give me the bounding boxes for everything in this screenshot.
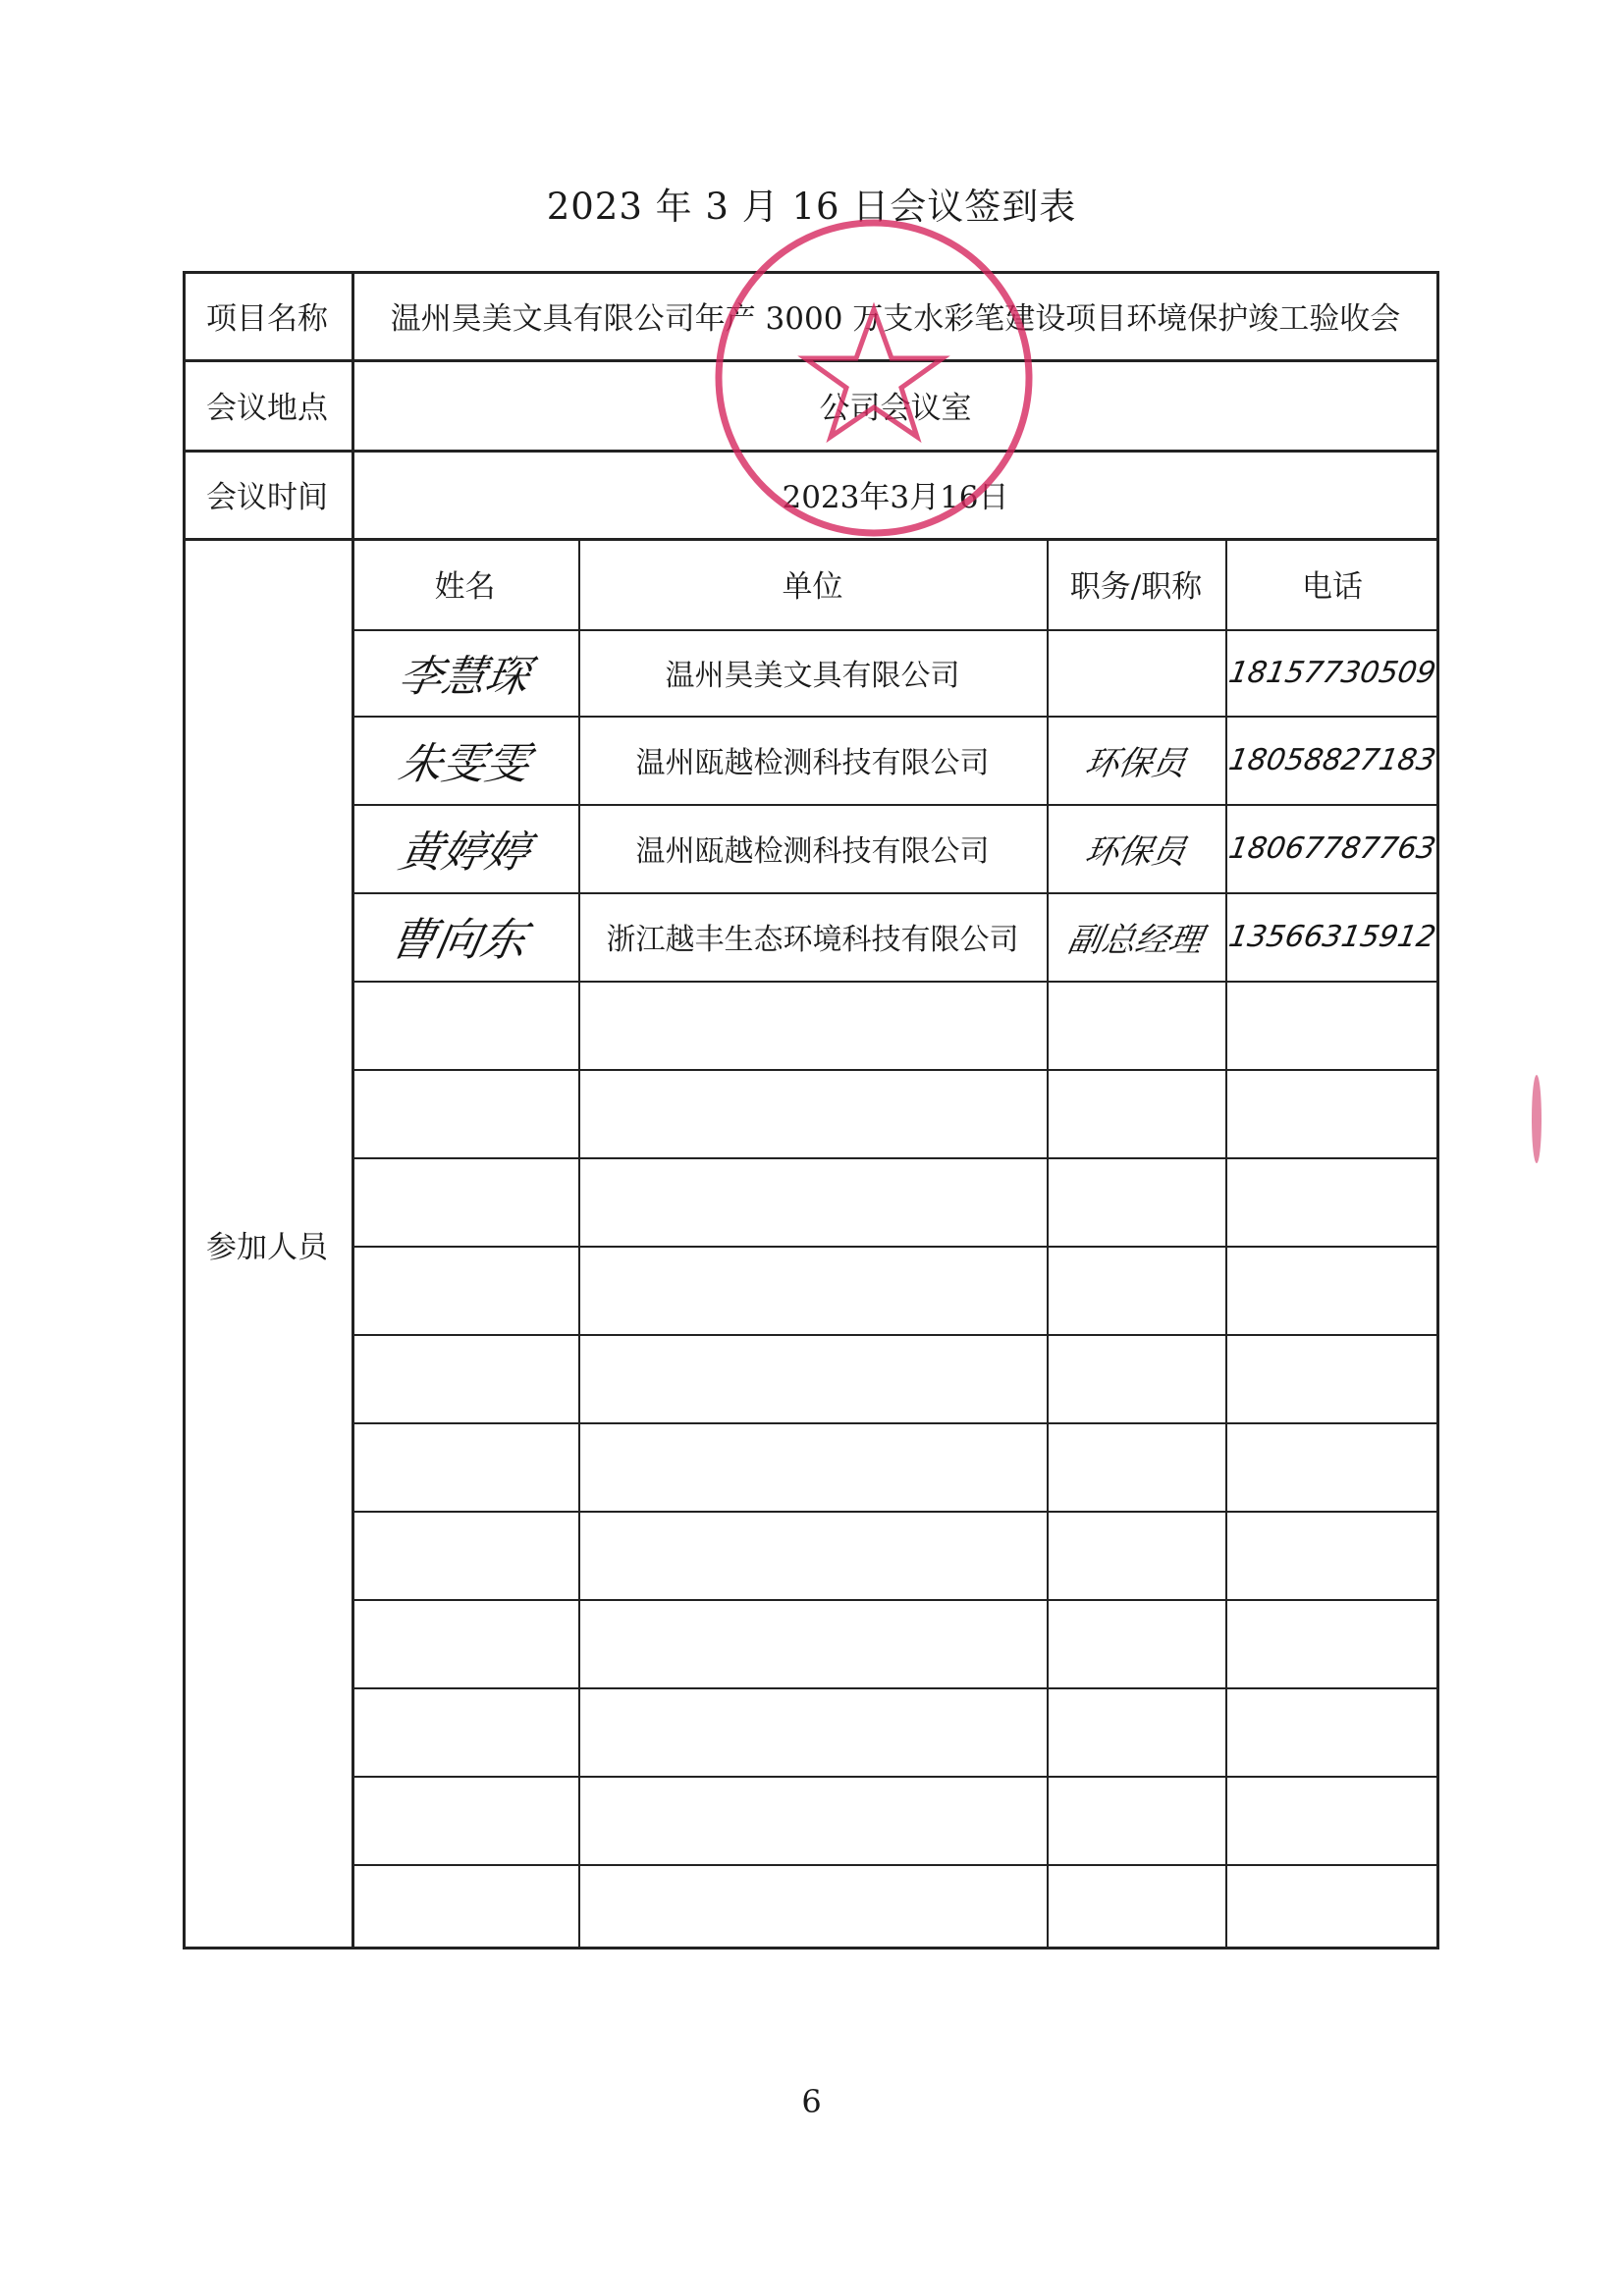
signature-phone: 13566315912 [1225,919,1439,954]
attendee-unit: 温州昊美文具有限公司 [665,659,960,693]
page-title: 2023 年 3 月 16 日会议签到表 [546,186,1077,228]
attendee-unit: 温州瓯越检测科技有限公司 [635,834,990,869]
project-name-label: 项目名称 [206,300,328,337]
signature-position: 环保员 [1081,743,1189,783]
attendee-unit: 温州瓯越检测科技有限公司 [635,746,990,780]
attendee-unit: 浙江越丰生态环境科技有限公司 [606,923,1019,957]
meeting-time-value: 2023年3月16日 [782,479,1009,515]
header-position: 职务/职称 [1069,569,1203,605]
signature-name: 黄婷婷 [395,828,534,878]
seal-edge-mark [1532,1075,1542,1163]
signature-name: 李慧琛 [395,652,534,702]
header-unit: 单位 [782,569,843,605]
header-name: 姓名 [434,569,496,605]
signature-phone: 18067787763 [1225,830,1439,866]
signature-phone: 18058827183 [1225,742,1439,777]
signature-position [1039,629,1233,716]
meeting-location-value: 公司会议室 [819,390,972,426]
project-name-value: 温州昊美文具有限公司年产 3000 万支水彩笔建设项目环境保护竣工验收会 [390,300,1401,337]
meeting-time-label: 会议时间 [206,479,328,515]
signature-name: 曹向东 [386,913,531,966]
header-phone: 电话 [1302,569,1363,605]
signature-name: 朱雯雯 [395,739,534,789]
page-number: 6 [801,2083,822,2120]
signature-position: 环保员 [1081,831,1189,872]
company-seal-icon [707,211,1041,545]
signature-position: 副总经理 [1064,920,1206,960]
attendees-label: 参加人员 [206,1229,328,1265]
signature-phone: 18157730509 [1225,655,1439,690]
meeting-location-label: 会议地点 [206,390,328,426]
